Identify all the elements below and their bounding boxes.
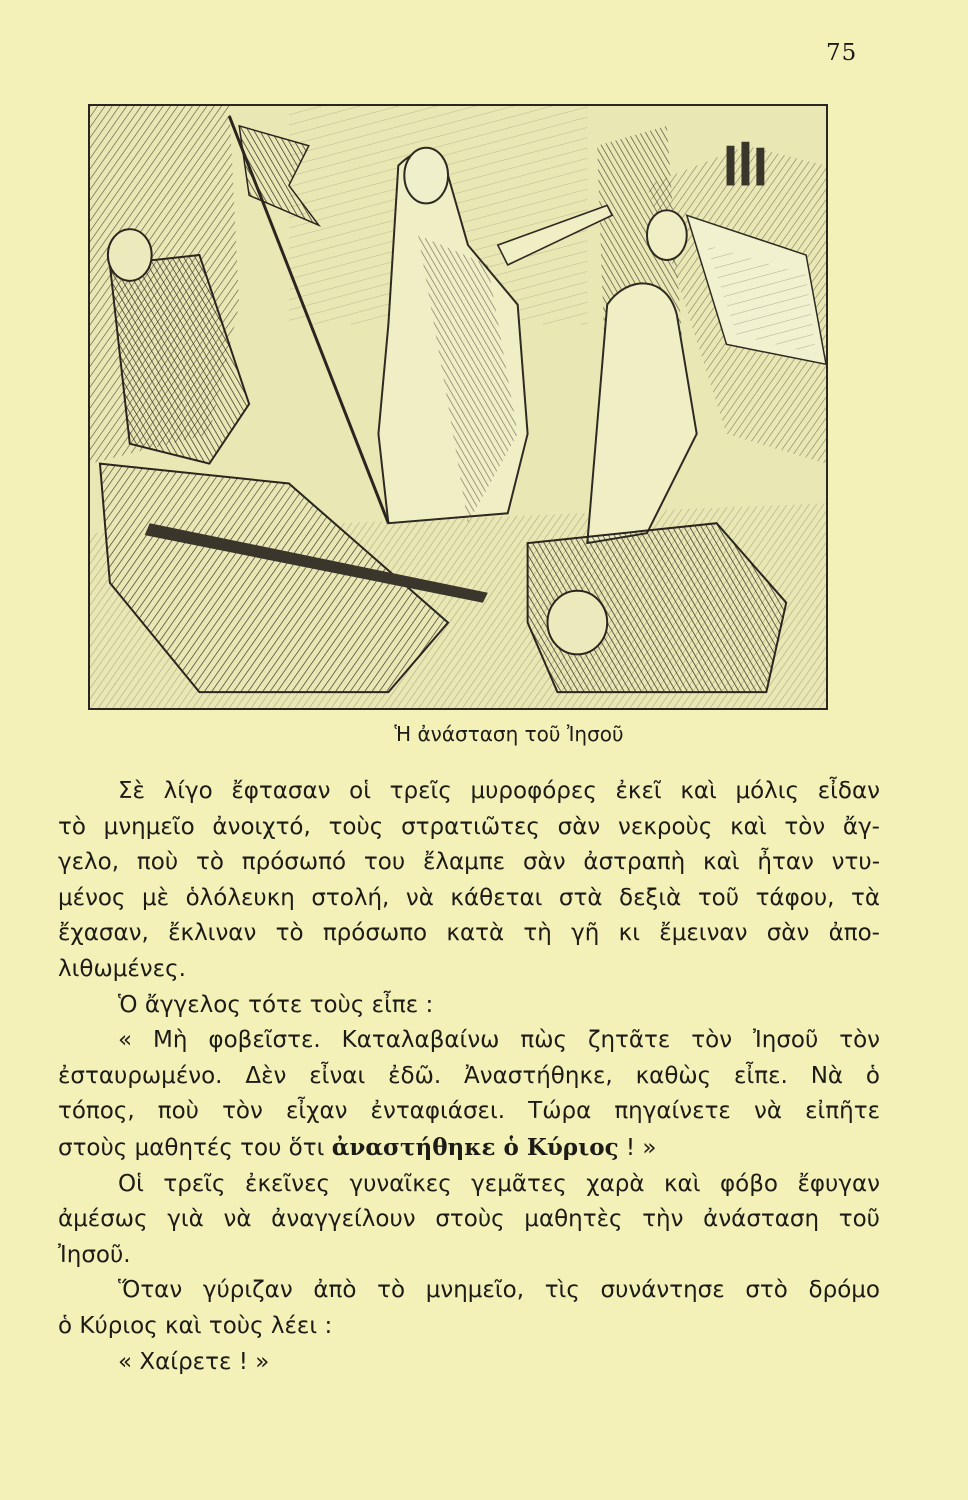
text-line: μένος μὲ ὁλόλευκη στολή, νὰ κάθεται στὰ δεξιὰ τοῦ τάφου, τὰ xyxy=(58,884,880,911)
illustration-caption: Ἡ ἀνάσταση τοῦ Ἰησοῦ xyxy=(394,722,624,746)
text-line: ἀμέσως γιὰ νὰ ἀναγγείλουν στοὺς μαθητὲς τὴν ἀνάσταση τοῦ xyxy=(58,1206,880,1233)
text-line: ἔχασαν, ἔκλιναν τὸ πρόσωπο κατὰ τὴ γῆ κι ἔμειναν σὰν ἀπο- xyxy=(58,920,880,947)
text-line: ὁ Κύριος καὶ τοὺς λέει : xyxy=(58,1312,333,1339)
text-line xyxy=(58,1130,880,1167)
resurrection-engraving-icon xyxy=(88,104,828,710)
text-line: « Χαίρετε ! » xyxy=(118,1348,270,1375)
text-line: Ὅταν γύριζαν ἀπὸ τὸ μνημεῖο, τὶς συνάντησε στὸ δρόμο xyxy=(118,1277,880,1304)
text-line: Σὲ λίγο ἔφτασαν οἱ τρεῖς μυροφόρες ἐκεῖ καὶ μόλις εἶδαν xyxy=(118,778,880,804)
text-segment: στοὺς μαθητές του ὅτι xyxy=(58,1134,325,1161)
text-line: ἐσταυρωμένο. Δὲν εἶναι ἐδῶ. Ἀναστήθηκε, καθὼς εἶπε. Νὰ ὁ xyxy=(58,1062,880,1089)
text-line: λιθωμένες. xyxy=(58,955,186,982)
emphasis-text: ἀναστήθηκε ὁ Κύριος xyxy=(331,1133,619,1161)
text-line: Ὁ ἄγγελος τότε τοὺς εἶπε : xyxy=(118,991,434,1018)
text-line: « Μὴ φοβεῖστε. Καταλαβαίνω πὼς ζητᾶτε τὸν Ἰησοῦ τὸν xyxy=(118,1027,880,1054)
text-line: γελο, ποὺ τὸ πρόσωπό του ἔλαμπε σὰν ἀστραπὴ καὶ ἦταν ντυ- xyxy=(58,849,880,876)
text-line: Ἰησοῦ. xyxy=(58,1241,131,1268)
text-line: τόπος, ποὺ τὸν εἶχαν ἐνταφιάσει. Τώρα πηγαίνετε νὰ εἰπῆτε xyxy=(58,1098,880,1125)
text-line: τὸ μνημεῖο ἀνοιχτό, τοὺς στρατιῶτες σὰν νεκροὺς καὶ τὸν ἄγ- xyxy=(58,813,880,840)
text-segment: ! » xyxy=(625,1134,657,1161)
page-number: 75 xyxy=(826,40,858,66)
text-line: Οἱ τρεῖς ἐκεῖνες γυναῖκες γεμᾶτες χαρὰ καὶ φόβο ἔφυγαν xyxy=(118,1170,880,1197)
body-text xyxy=(58,774,880,1380)
